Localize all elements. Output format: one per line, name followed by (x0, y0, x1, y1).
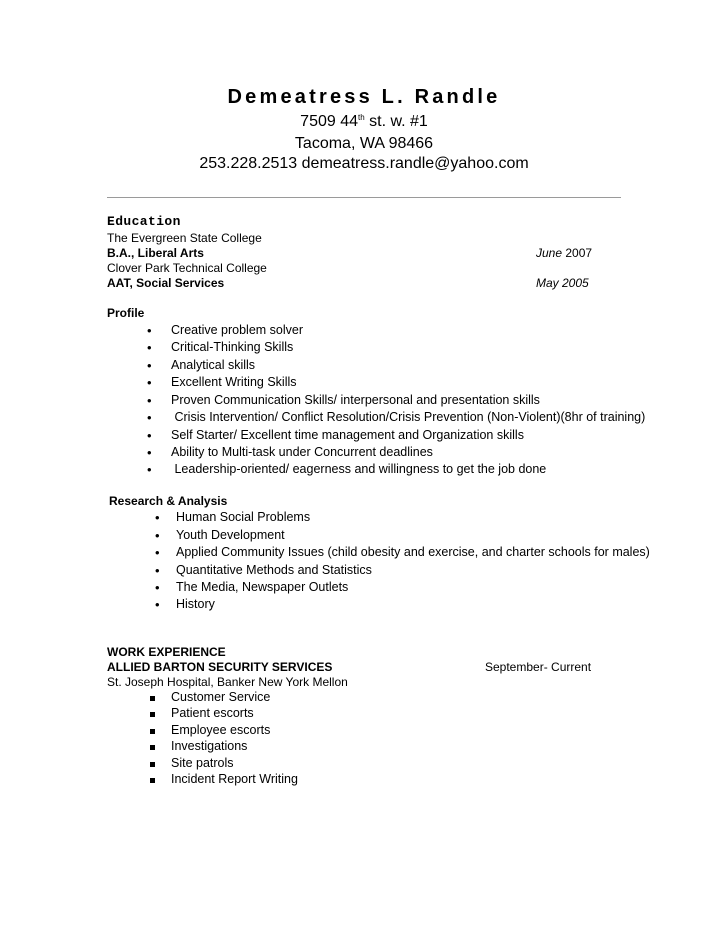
bullet-icon: • (147, 323, 152, 338)
education-school: The Evergreen State College (107, 231, 262, 245)
profile-item: Proven Communication Skills/ interpersonal and presentation skills (171, 393, 540, 407)
work-duty: Investigations (171, 739, 248, 753)
candidate-name: Demeatress L. Randle (227, 86, 501, 108)
bullet-icon: • (147, 393, 152, 408)
square-bullet-icon (150, 778, 155, 783)
bullet-icon: • (147, 340, 152, 355)
profile-item: Self Starter/ Excellent time management and Organization skills (171, 428, 524, 442)
bullet-icon: • (147, 462, 152, 477)
bullet-icon: • (155, 580, 160, 595)
profile-item: Excellent Writing Skills (171, 375, 297, 389)
profile-heading: Profile (107, 306, 145, 320)
bullet-icon: • (155, 545, 160, 560)
research-item: The Media, Newspaper Outlets (176, 580, 349, 594)
profile-item: Critical-Thinking Skills (171, 340, 294, 354)
work-duty: Incident Report Writing (171, 772, 298, 786)
bullet-icon: • (147, 358, 152, 373)
work-duty: Employee escorts (171, 723, 271, 737)
work-employer: ALLIED BARTON SECURITY SERVICES (107, 660, 333, 674)
square-bullet-icon (150, 696, 155, 701)
education-school: Clover Park Technical College (107, 261, 267, 275)
work-sites: St. Joseph Hospital, Banker New York Mellon (107, 675, 348, 689)
bullet-icon: • (155, 510, 160, 525)
bullet-icon: • (155, 597, 160, 612)
square-bullet-icon (150, 745, 155, 750)
research-item: Youth Development (176, 528, 285, 542)
profile-item: Creative problem solver (171, 323, 303, 337)
square-bullet-icon (150, 729, 155, 734)
bullet-icon: • (155, 563, 160, 578)
address-city: Tacoma, WA 98466 (294, 135, 434, 152)
research-item: Human Social Problems (176, 510, 311, 524)
profile-item: Analytical skills (171, 358, 256, 372)
bullet-icon: • (147, 375, 152, 390)
education-degree: B.A., Liberal Arts (107, 246, 204, 260)
research-item: History (176, 597, 215, 611)
work-heading: WORK EXPERIENCE (107, 645, 226, 659)
research-heading: Research & Analysis (109, 494, 228, 508)
square-bullet-icon (150, 712, 155, 717)
square-bullet-icon (150, 762, 155, 767)
profile-item: Leadership-oriented/ eagerness and willingness to get the job done (171, 462, 547, 476)
contact-line: 253.228.2513 demeatress.randle@yahoo.com (199, 155, 529, 172)
bullet-icon: • (155, 528, 160, 543)
profile-item: Ability to Multi-task under Concurrent deadlines (171, 445, 433, 459)
address-street: 7509 44th st. w. #1 (300, 113, 428, 130)
education-heading: Education (107, 214, 181, 229)
work-duty: Patient escorts (171, 706, 254, 720)
research-item: Quantitative Methods and Statistics (176, 563, 372, 577)
bullet-icon: • (147, 428, 152, 443)
work-duty: Customer Service (171, 690, 271, 704)
work-dates: September- Current (485, 660, 592, 674)
education-date: June 2007 (536, 246, 593, 260)
work-duty: Site patrols (171, 756, 234, 770)
education-degree: AAT, Social Services (107, 276, 225, 290)
bullet-icon: • (147, 410, 152, 425)
education-date: May 2005 (536, 276, 589, 290)
header-divider (107, 197, 621, 198)
profile-item: Crisis Intervention/ Conflict Resolution/Crisis Prevention (Non-Violent)(8hr of training) (171, 410, 646, 424)
bullet-icon: • (147, 445, 152, 460)
research-item: Applied Community Issues (child obesity and exercise, and charter schools for males) (176, 545, 650, 559)
